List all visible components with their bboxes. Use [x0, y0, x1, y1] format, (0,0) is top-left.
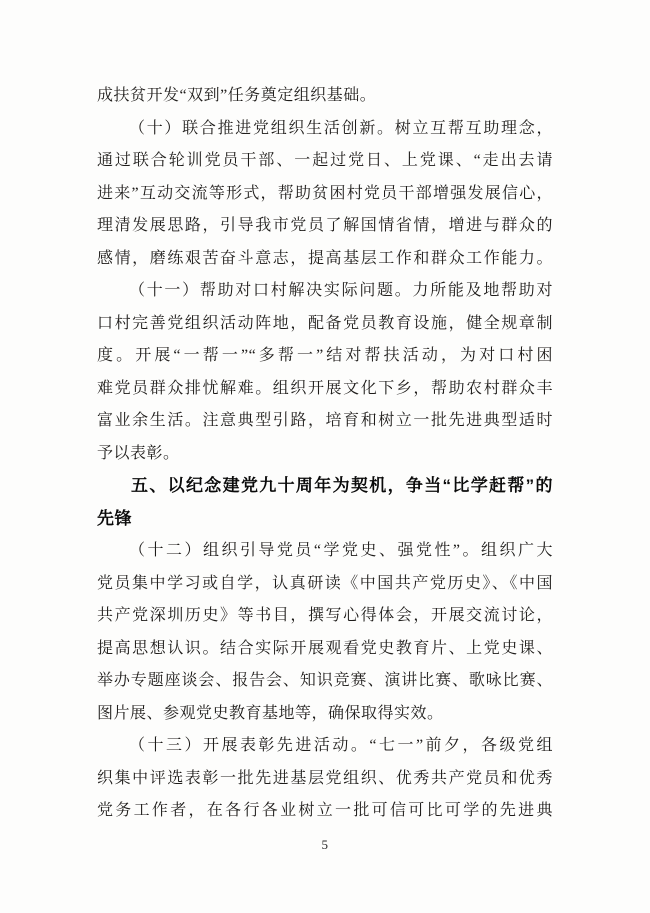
body-text-line: 举办专题座谈会、报告会、知识竞赛、演讲比赛、歌咏比赛、 [97, 672, 553, 689]
body-text-line: 提高思想认识。结合实际开展观看党史教育片、上党史课、 [97, 639, 553, 657]
section-heading-line: 五、以纪念建党九十周年为契机，争当“比学赶帮”的 [131, 476, 553, 495]
body-text-line: 通过联合轮训党员干部、一起过党日、上党课、“走出去请 [97, 152, 553, 169]
paragraph-first-line: （十二）组织引导党员“学党史、强党性”。组织广大 [129, 542, 553, 559]
body-text-line: 理清发展思路，引导我市党员了解国情省情，增进与群众的 [97, 217, 553, 234]
body-text-line: 感情，磨练艰苦奋斗意志，提高基层工作和群众工作能力。 [97, 249, 553, 267]
paragraph-first-line: （十一）帮助对口村解决实际问题。力所能及地帮助对 [129, 282, 553, 299]
body-text-line: 图片展、参观党史教育基地等，确保取得实效。 [97, 704, 444, 722]
body-text-line: 党员集中学习或自学，认真研读《中国共产党历史》、《中国 [97, 574, 553, 592]
paragraph-first-line: （十）联合推进党组织生活创新。树立互帮互助理念， [129, 119, 553, 137]
body-text-line: 富业余生活。注意典型引路，培育和树立一批先进典型适时 [97, 412, 553, 429]
body-text-line: 共产党深圳历史》等书目，撰写心得体会，开展交流讨论， [97, 607, 553, 624]
body-text-line: 口村完善党组织活动阵地，配备党员教育设施，健全规章制 [97, 314, 553, 332]
section-heading-line: 先锋 [97, 508, 132, 528]
body-text-line: 进来”互动交流等形式，帮助贫困村党员干部增强发展信心， [97, 184, 553, 202]
body-text-line: 度。开展“一帮一”“多帮一”结对帮扶活动，为对口村困 [97, 347, 553, 364]
paragraph-first-line: （十三）开展表彰先进活动。“七一”前夕，各级党组 [129, 737, 553, 754]
body-text-line: 予以表彰。 [97, 444, 180, 462]
body-text-line: 难党员群众排忧解难。组织开展文化下乡，帮助农村群众丰 [97, 379, 553, 397]
body-text-line: 成扶贫开发“双到”任务奠定组织基础。 [97, 87, 377, 104]
body-text-line: 织集中评选表彰一批先进基层党组织、优秀共产党员和优秀 [97, 769, 553, 787]
body-text-line: 党务工作者，在各行各业树立一批可信可比可学的先进典 [97, 802, 553, 819]
page-number: 5 [321, 836, 329, 852]
